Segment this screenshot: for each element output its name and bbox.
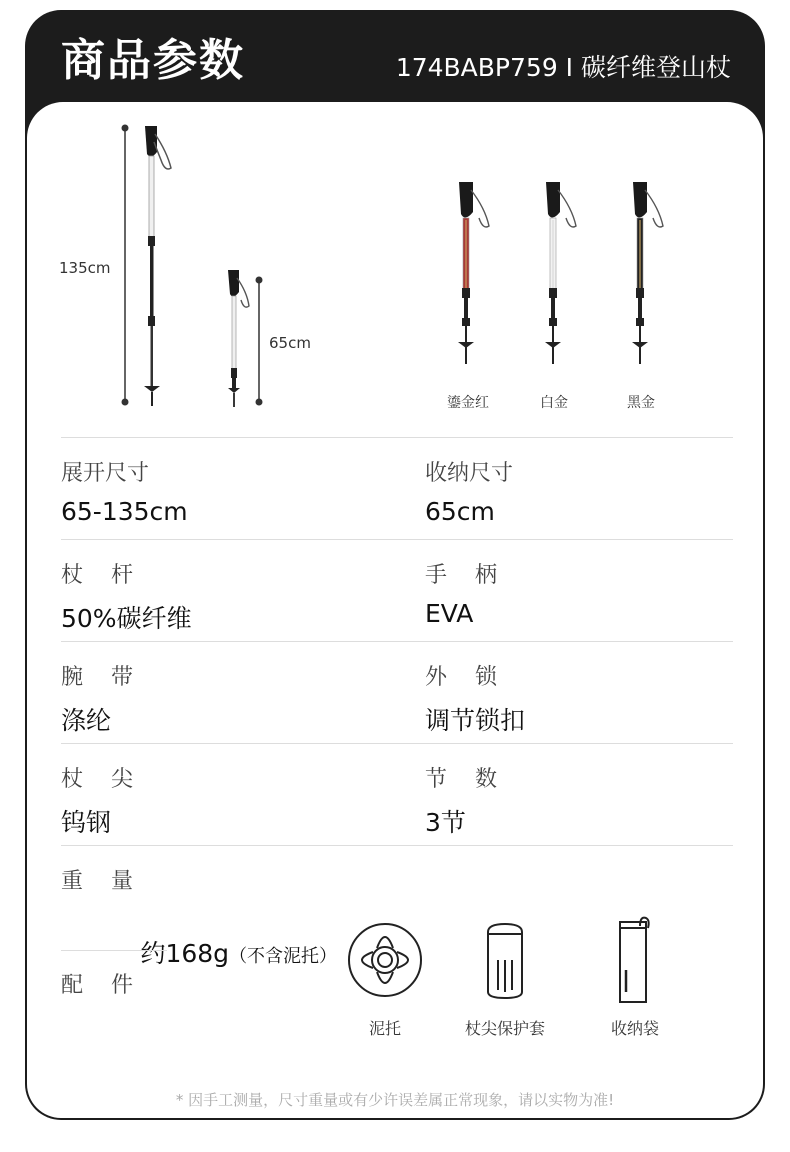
- weight-value: 约168g: [140, 939, 230, 968]
- spec-row-strap: [61, 641, 733, 742]
- accessory-label: 泥托: [368, 1019, 401, 1038]
- storage-bag-icon: [610, 914, 660, 1004]
- spec-value: 钨钢: [61, 808, 112, 837]
- spec-row-tip: [61, 743, 733, 844]
- spec-value: 调节锁扣: [425, 706, 526, 735]
- folded-length-label: 65cm: [269, 334, 311, 352]
- spec-label: 杖 尖: [61, 767, 133, 792]
- accessory-label: 收纳袋: [610, 1019, 659, 1038]
- folded-pole: [228, 270, 249, 407]
- extended-length-label: 135cm: [59, 259, 111, 277]
- spec-row-size: [61, 437, 733, 538]
- spec-label: 手 柄: [425, 563, 497, 588]
- folded-dimension-line: [256, 277, 263, 406]
- spec-value: EVA: [425, 599, 474, 628]
- accessories-divider: [61, 950, 167, 951]
- spec-value: 65-135cm: [61, 497, 188, 526]
- variant-pole-gold-red: [458, 182, 489, 364]
- spec-label: 外 锁: [425, 665, 497, 690]
- color-variants-illustration: [427, 172, 727, 392]
- spec-label: 杖 杆: [61, 563, 133, 588]
- spec-label: 展开尺寸: [61, 461, 150, 486]
- extended-pole: [144, 126, 171, 406]
- spec-row-shaft: [61, 539, 733, 640]
- spec-panel: [27, 102, 763, 1118]
- page-title: 商品参数: [61, 35, 245, 86]
- spec-label: 节 数: [425, 767, 497, 792]
- pole-figure: [27, 102, 763, 422]
- accessory-tip-protector: [455, 920, 555, 1039]
- accessory-storage-bag: [595, 914, 675, 1039]
- accessory-mud-basket: [345, 920, 425, 1039]
- weight-label: 重 量: [61, 869, 133, 894]
- color-label-white-gold: 白金: [540, 395, 568, 411]
- product-subtitle: 174BABP759 I 碳纤维登山杖: [395, 53, 731, 82]
- footnote: * 因手工测量，尺寸重量或有少许误差属正常现象，请以实物为准!: [175, 1091, 615, 1109]
- color-label-gold-red: 鎏金红: [447, 395, 489, 411]
- variant-pole-white-gold: [545, 182, 576, 364]
- spec-label: 腕 带: [61, 665, 133, 690]
- accessories-label: 配 件: [61, 973, 133, 998]
- spec-label: 收纳尺寸: [425, 461, 514, 486]
- color-label-black-gold: 黑金: [627, 395, 655, 411]
- spec-value: 65cm: [425, 497, 495, 526]
- spec-value: 3节: [425, 808, 466, 837]
- accessory-label: 杖尖保护套: [464, 1019, 545, 1038]
- spec-card: [25, 10, 765, 1120]
- extended-dimension-line: [122, 125, 129, 406]
- variant-pole-black-gold: [632, 182, 663, 364]
- mud-basket-icon: [345, 920, 425, 1000]
- spec-value: 涤纶: [61, 706, 112, 735]
- spec-value: 50%碳纤维: [61, 604, 192, 633]
- weight-note: （不含泥托）: [229, 946, 338, 967]
- tip-protector-icon: [480, 920, 530, 1000]
